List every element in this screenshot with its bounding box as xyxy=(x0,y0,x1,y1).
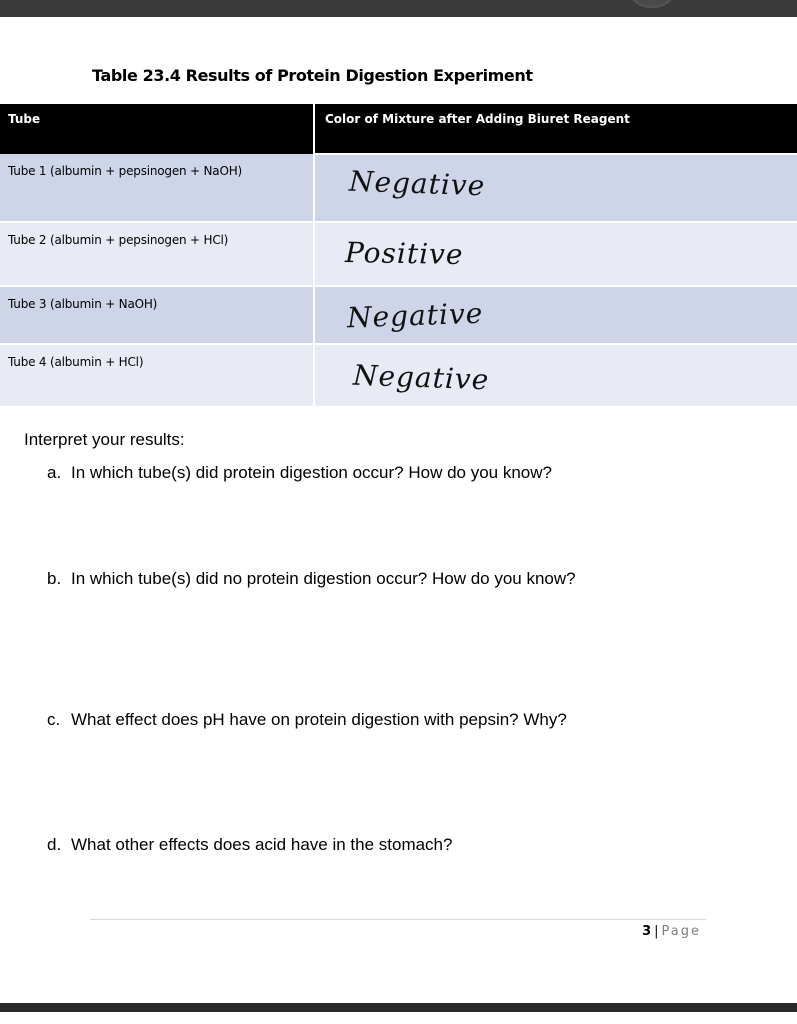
tube-label: Tube 1 (albumin + pepsinogen + NaOH) xyxy=(0,154,314,222)
bottom-app-bar xyxy=(0,1003,797,1012)
result-cell xyxy=(314,344,797,406)
tube-label: Tube 3 (albumin + NaOH) xyxy=(0,286,314,344)
column-header-color: Color of Mixture after Adding Biuret Reagent xyxy=(314,104,797,154)
page-separator: | xyxy=(654,924,659,939)
footer-divider xyxy=(90,919,706,920)
table-row xyxy=(0,222,797,286)
table-title: Table 23.4 Results of Protein Digestion Experiment xyxy=(92,66,533,85)
result-cell xyxy=(314,222,797,286)
tube-label: Tube 2 (albumin + pepsinogen + HCl) xyxy=(0,222,314,286)
result-cell xyxy=(314,286,797,344)
question-text: What effect does pH have on protein digestion with pepsin? Why? xyxy=(71,710,567,729)
question-text: What other effects does acid have in the stomach? xyxy=(71,835,453,854)
profile-avatar[interactable] xyxy=(630,0,674,8)
question-d xyxy=(47,835,452,855)
table-row xyxy=(0,154,797,222)
interpret-heading: Interpret your results: xyxy=(24,430,185,449)
page-number xyxy=(642,924,701,939)
result-cell xyxy=(314,154,797,222)
question-a xyxy=(47,463,552,483)
table-row xyxy=(0,344,797,406)
page-word: Page xyxy=(661,924,701,939)
question-text: In which tube(s) did protein digestion occur? How do you know? xyxy=(71,463,552,482)
top-app-bar xyxy=(0,0,797,17)
column-header-tube: Tube xyxy=(0,104,314,154)
question-letter: c. xyxy=(47,710,61,729)
question-c xyxy=(47,710,567,730)
handwritten-result: Positive xyxy=(344,235,464,272)
handwritten-result: Negative xyxy=(352,358,490,397)
question-letter: a. xyxy=(47,463,62,482)
question-letter: b. xyxy=(47,569,62,588)
table-header-row xyxy=(0,104,797,154)
tube-label: Tube 4 (albumin + HCl) xyxy=(0,344,314,406)
handwritten-result: Negative xyxy=(348,164,486,203)
results-table xyxy=(0,104,797,406)
handwritten-result: Negative xyxy=(346,296,484,335)
question-letter: d. xyxy=(47,835,62,854)
question-b xyxy=(47,569,576,589)
table-row xyxy=(0,286,797,344)
question-text: In which tube(s) did no protein digestion occur? How do you know? xyxy=(71,569,576,588)
page-number-value: 3 xyxy=(642,924,652,939)
